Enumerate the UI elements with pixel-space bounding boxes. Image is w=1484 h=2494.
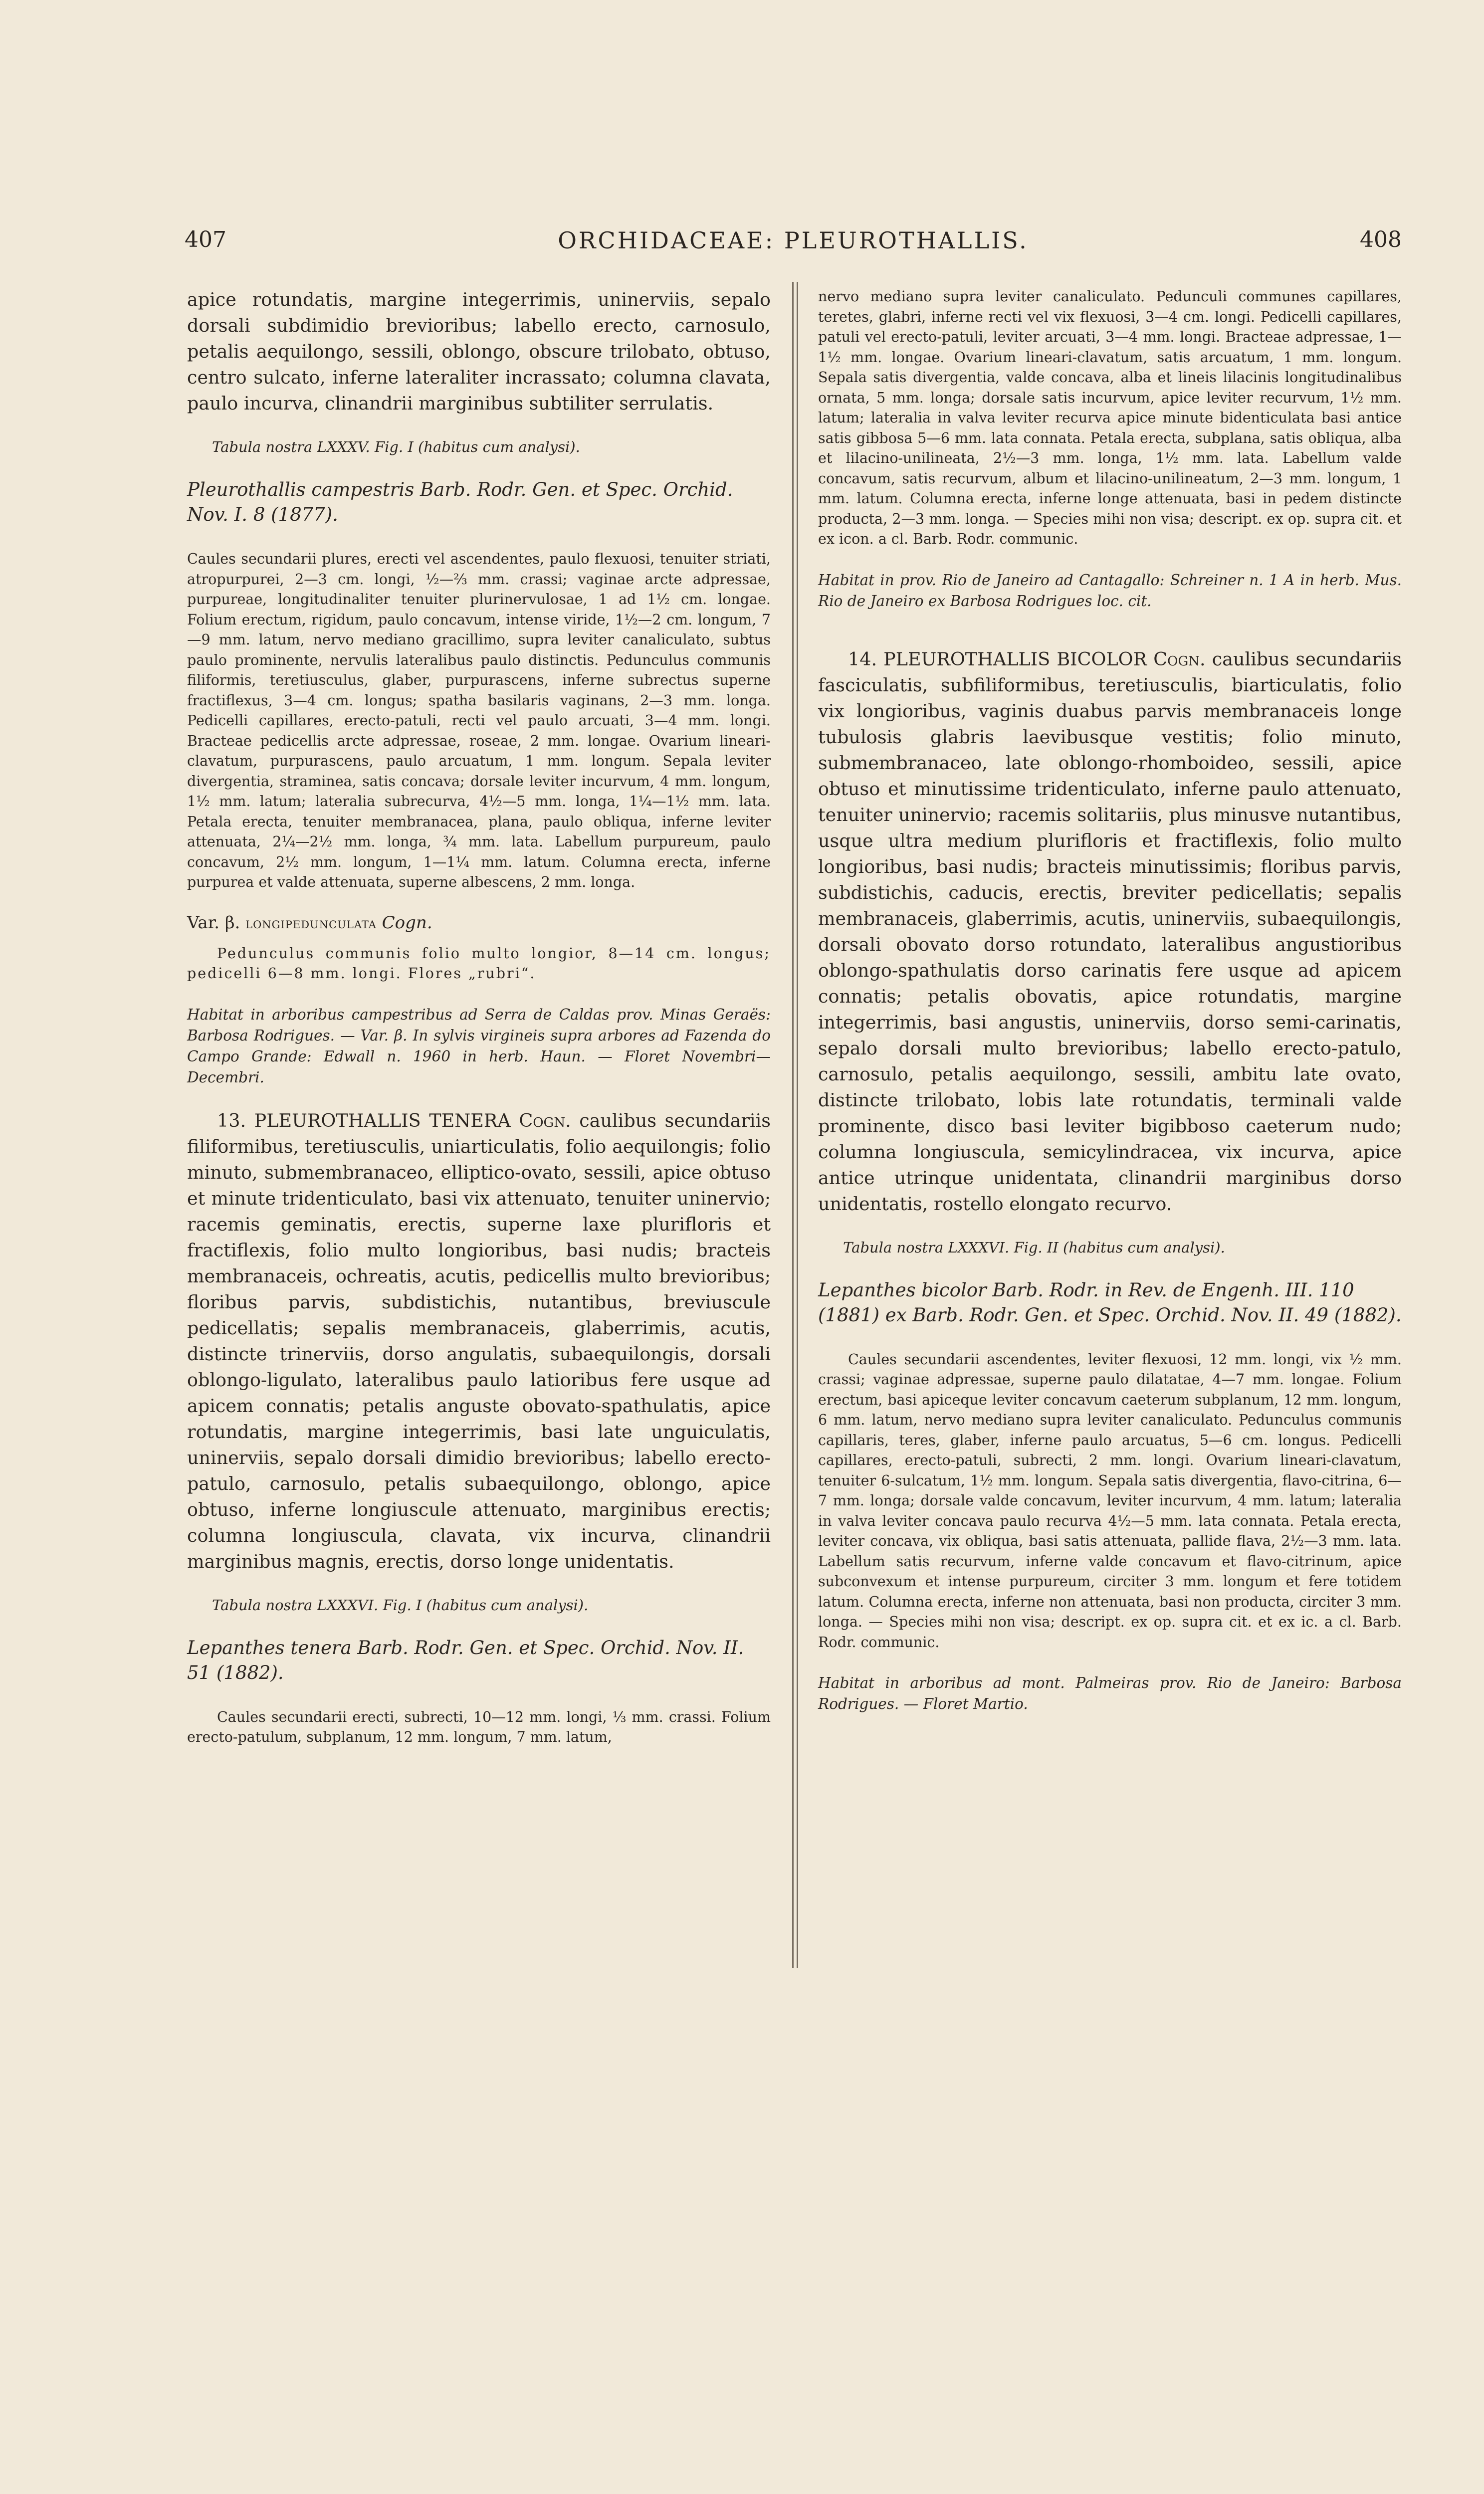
habitat-note: Habitat in prov. Rio de Janeiro ad Cantagallo: Schreiner n. 1 A in herb. Mus. Rio de Janeiro ex Barbosa Rodrigues loc. cit. — [818, 571, 1402, 610]
variety-label: Var. β. — [187, 912, 240, 933]
species-14-heading: 14. PLEUROTHALLIS BICOLOR — [848, 648, 1147, 670]
running-title: ORCHIDACEAE: PLEUROTHALLIS. — [558, 227, 1029, 254]
page-number-left: 407 — [185, 227, 226, 252]
habitat-note: Habitat in arboribus campestribus ad Serra de Caldas prov. Minas Geraës: Barbosa Rodrigues. — Var. β. In sylvis virgineis supra arbores ad Fazenda do Campo Grande: Edwall n. 1960 in herb. Haun. — Floret Novembri—Decembri. — [187, 1006, 771, 1086]
plate-reference: Tabula nostra LXXXVI. Fig. I (habitus cum analysi). — [212, 1596, 589, 1614]
habitat-note: Habitat in arboribus ad mont. Palmeiras prov. Rio de Janeiro: Barbosa Rodrigues. — Floret Martio. — [818, 1674, 1402, 1712]
detailed-description: Caules secundarii plures, erecti vel ascendentes, paulo flexuosi, tenuiter striati, atropurpurei, 2—3 cm. longi, ½—⅔ mm. crassi; vaginae arcte adpressae, purpureae, longitudinaliter tenuiter plurinervulosae, 1 ad 1½ cm. longae. Folium erectum, rigidum, paulo concavum, intense viride, 1½—2 cm. longum, 7—9 mm. latum, nervo mediano gracillimo, supra leviter canaliculato, subtus paulo prominente, nervulis lateralibus paulo distinctis. Pedunculus communis filiformis, teretiusculus, glaber, purpurascens, inferne subrectus superne fractiflexus, 3—4 cm. longus; spatha basilaris vaginans, 2—3 mm. longa. Pedicelli capillares, erecto-patuli, recti vel paulo arcuati, 3—4 mm. longi. Bracteae pedicellis arcte adpressae, roseae, 2 mm. longae. Ovarium lineari-clavatum, purpurascens, paulo arcuatum, 1 mm. longum. Sepala leviter divergentia, straminea, satis concava; dorsale leviter incurvum, 4 mm. longum, 1½ mm. latum; lateralia subrecurva, 4½—5 mm. longa, 1¼—1½ mm. lata. Petala erecta, tenuiter membranacea, plana, paulo obliqua, inferne leviter attenuata, 2¼—2½ mm. longa, ¾ mm. lata. Labellum purpureum, paulo concavum, 2½ mm. longum, 1—1¼ mm. latum. Columna erecta, inferne purpurea et valde attenuata, superne albescens, 2 mm. longa. — [187, 551, 771, 890]
detailed-description: Caules secundarii erecti, subrecti, 10—12 mm. longi, ⅓ mm. crassi. Folium erecto-patulum, subplanum, 12 mm. longum, 7 mm. latum, — [187, 1708, 771, 1745]
variety-author: Cogn. — [382, 912, 432, 933]
species-13-text: caulibus secundariis filiformibus, teretiusculis, uniarticulatis, folio aequilongis; folio minuto, submembranaceo, elliptico-ovato, sessili, apice obtuso et minute tridenticulato, basi vix attenuato, tenuiter uninervio; racemis geminatis, erectis, superne laxe plurifloris et fractiflexis, folio multo longioribus, basi nudis; bracteis membranaceis, ochreatis, acutis, pedicellis multo brevioribus; floribus parvis, subdistichis, nutantibus, breviuscule pedicellatis; sepalis membranaceis, glaberrimis, acutis, distincte trinerviis, dorso angulatis, subaequilongis, dorsali oblongo-ligulato, lateralibus paulo latioribus fere usque ad apicem connatis; petalis anguste obovato-spathulatis, apice rotundatis, margine integerrimis, basi late unguiculatis, uninerviis, sepalo dorsali dimidio brevioribus; labello erecto-patulo, carnosulo, petalis subaequilongo, oblongo, apice obtuso, inferne longiuscule attenuato, marginibus erectis; columna longiuscula, clavata, vix incurva, clinandrii marginibus magnis, erectis, dorso longe unidentatis. — [187, 1109, 771, 1572]
right-column — [818, 287, 1402, 1734]
page-header — [185, 227, 1402, 267]
variety-name: longipedunculata — [245, 914, 377, 932]
plate-reference: Tabula nostra LXXXVI. Fig. II (habitus cum analysi). — [843, 1239, 1225, 1256]
species-13-diagnosis — [187, 1108, 771, 1575]
detailed-description-continued: nervo mediano supra leviter canaliculato. Pedunculi communes capillares, teretes, glabri, inferne recti vel vix flexuosi, 3—4 cm. longi. Pedicelli capillares, patuli vel erecto-patuli, leviter arcuati, 3—4 mm. longi. Bracteae adpressae, 1—1½ mm. longae. Ovarium lineari-clavatum, satis arcuatum, 1 mm. longum. Sepala satis divergentia, valde concava, alba et lineis lilacinis longitudinalibus ornata, 5 mm. longa; dorsale satis incurvum, apice leviter recurvum, 1½ mm. latum; lateralia in valva leviter recurva apice minute bidenticulata basi antice satis gibbosa 5—6 mm. lata connata. Petala erecta, subplana, satis obliqua, alba et lilacino-unilineata, 2½—3 mm. longa, 1½ mm. lata. Labellum valde concavum, satis recurvum, album et lilacino-unilineatum, 2—3 mm. longum, 1 mm. latum. Columna erecta, inferne longe attenuata, basi in pedem distincte producta, 2—3 mm. longa. — Species mihi non visa; descript. ex op. supra cit. et ex icon. a cl. Barb. Rodr. communic. — [818, 288, 1402, 547]
species-13-heading: 13. PLEUROTHALLIS TENERA — [217, 1109, 511, 1131]
synonym-citation: Lepanthes bicolor Barb. Rodr. in Rev. de Engenh. III. 110 (1881) ex Barb. Rodr. Gen. et Spec. Orchid. Nov. II. 49 (1882). — [818, 1279, 1402, 1326]
description-continued: apice rotundatis, margine integerrimis, uninerviis, sepalo dorsali subdimidio brevioribus; labello erecto, carnosulo, petalis aequilongo, sessili, oblongo, obscure trilobato, obtuso, centro sulcato, inferne lateraliter incrassato; columna clavata, paulo incurva, clinandrii marginibus subtiliter serrulatis. — [187, 289, 771, 414]
column-divider — [792, 282, 798, 1968]
species-14-text: caulibus secundariis fasciculatis, subfiliformibus, teretiusculis, biarticulatis, folio vix longioribus, vaginis duabus parvis membranaceis longe tubulosis glabris laevibusque vestitis; folio minuto, submembranaceo, late oblongo-rhomboideo, sessili, apice obtuso et minutissime tridenticulato, inferne paulo attenuato, tenuiter uninervio; racemis solitariis, plus minusve nutantibus, usque ultra medium plurifloris et fractiflexis, folio multo longioribus, basi nudis; bracteis minutissimis; floribus parvis, subdistichis, caducis, erectis, breviter pedicellatis; sepalis membranaceis, glaberrimis, acutis, uninerviis, subaequilongis, dorsali obovato dorso rotundato, lateralibus angustioribus oblongo-spathulatis dorso carinatis fere usque ad apicem connatis; petalis obovatis, apice rotundatis, margine integerrimis, basi angustis, uninerviis, dorso semi-carinatis, sepalo dorsali multo brevioribus; labello erecto-patulo, carnosulo, petalis aequilongo, sessili, ambitu late ovato, distincte trilobato, lobis late rotundatis, terminali valde prominente, disco basi leviter bigibboso caeterum nudo; columna longiuscula, semicylindracea, vix incurva, apice antice utrinque unidentata, clinandrii marginibus dorso unidentatis, rostello elongato recurvo. — [818, 648, 1402, 1215]
detailed-description: Caules secundarii ascendentes, leviter flexuosi, 12 mm. longi, vix ½ mm. crassi; vaginae adpressae, superne paulo dilatatae, 4—7 mm. longae. Folium erectum, basi apiceque leviter concavum caeterum subplanum, 12 mm. longum, 6 mm. latum, nervo mediano supra leviter canaliculato. Pedunculus communis capillaris, teres, glaber, inferne paulo arcuatus, 5—6 cm. longus. Pedicelli capillares, erecto-patuli, subrecti, 2 mm. longi. Ovarium lineari-clavatum, tenuiter 6-sulcatum, 1½ mm. longum. Sepala satis divergentia, flavo-citrina, 6—7 mm. longa; dorsale valde concavum, leviter incurvum, 4 mm. latum; lateralia in valva leviter concava paulo recurva 4½—5 mm. lata connata. Petala erecta, leviter concava, vix obliqua, basi satis attenuata, pallide flava, 2½—3 mm. lata. Labellum satis recurvum, inferne valde concavum et flavo-citrinum, apice subconvexum et intense purpureum, circiter 3 mm. longum et fere totidem latum. Columna erecta, inferne non attenuata, basi non producta, circiter 3 mm. longa. — Species mihi non visa; descript. ex op. supra cit. et ex ic. a cl. Barb. Rodr. communic. — [818, 1351, 1402, 1651]
variety-description: Pedunculus communis folio multo longior, 8—14 cm. longus; pedicelli 6—8 mm. longi. Flores „rubri“. — [187, 945, 771, 982]
synonym-citation: Lepanthes tenera Barb. Rodr. Gen. et Spec. Orchid. Nov. II. 51 (1882). — [187, 1637, 744, 1683]
left-column — [187, 287, 771, 1768]
variety-heading — [187, 913, 771, 933]
page-number-right: 408 — [1360, 227, 1402, 252]
species-14-diagnosis — [818, 646, 1402, 1217]
plate-reference: Tabula nostra LXXXV. Fig. I (habitus cum analysi). — [212, 438, 580, 455]
synonym-citation: Pleurothallis campestris Barb. Rodr. Gen. et Spec. Orchid. Nov. I. 8 (1877). — [187, 479, 733, 525]
species-14-author: Cogn. — [1153, 648, 1206, 670]
species-13-author: Cogn. — [519, 1109, 571, 1131]
